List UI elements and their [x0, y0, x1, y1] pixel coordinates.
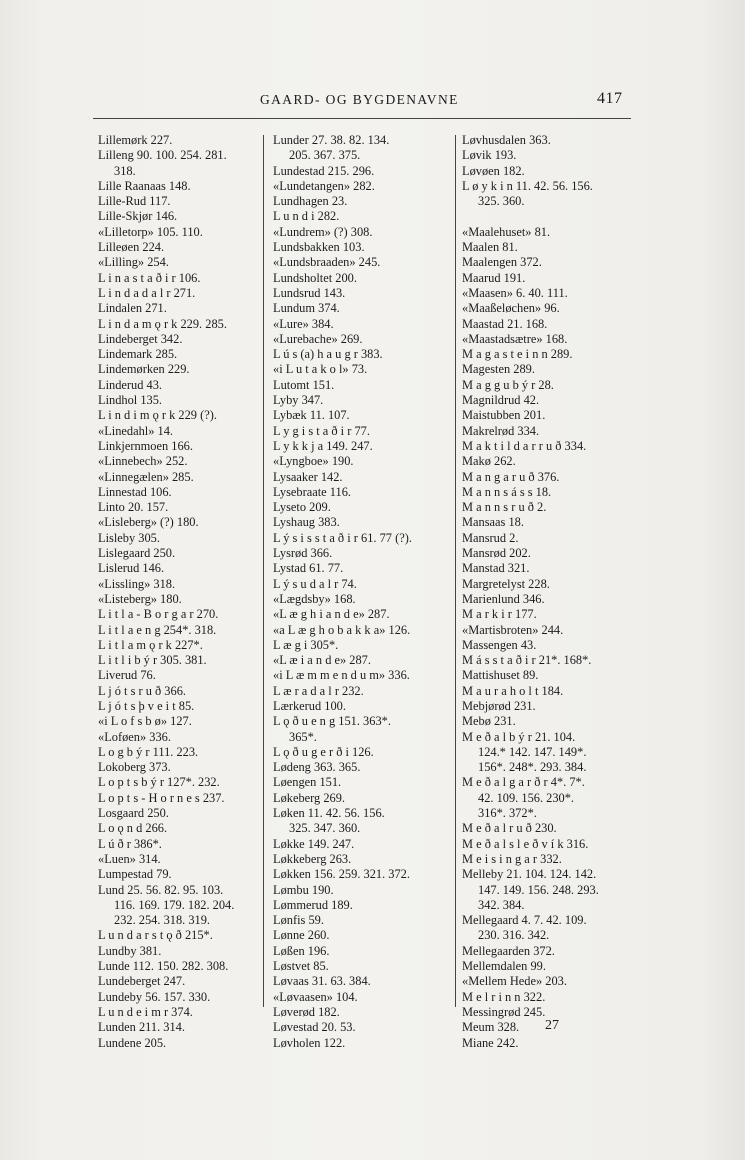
- index-entry: Linderud 43.: [98, 377, 163, 392]
- index-entry: 325. 360.: [478, 194, 525, 209]
- index-entry: 42. 109. 156. 230*.: [478, 790, 575, 805]
- index-entry: Lokoberg 373.: [98, 760, 171, 775]
- header-rule: [93, 118, 631, 119]
- index-entry: 232. 254. 318. 319.: [114, 913, 211, 928]
- index-entry: «i L u t a k o l» 73.: [273, 362, 368, 377]
- index-entry: Løvestad 20. 53.: [273, 1020, 356, 1035]
- index-entry: «Lisleberg» (?) 180.: [98, 515, 199, 530]
- index-entry: M a r k i r 177.: [462, 607, 537, 622]
- index-entry: Løkken 156. 259. 321. 372.: [273, 867, 410, 882]
- index-entry: Lille-Rud 117.: [98, 194, 171, 209]
- index-entry: Margretelyst 228.: [462, 576, 550, 591]
- index-entry: L i t l i b ý r 305. 381.: [98, 653, 207, 668]
- index-entry: 124.* 142. 147. 149*.: [478, 744, 587, 759]
- index-entry: Lisleby 305.: [98, 530, 160, 545]
- index-entry: Lundestad 215. 296.: [273, 163, 375, 178]
- index-entry: Lund 25. 56. 82. 95. 103.: [98, 882, 224, 897]
- index-entry: Lønne 260.: [273, 928, 330, 943]
- index-entry: L u n d a r s t ǫ ð 215*.: [98, 928, 213, 943]
- index-entry: Linnestad 106.: [98, 484, 172, 499]
- index-entry: Liverud 76.: [98, 668, 156, 683]
- index-entry: Maarud 191.: [462, 270, 526, 285]
- index-entry: «Lilletorp» 105. 110.: [98, 224, 203, 239]
- index-entry: «Loføen» 336.: [98, 729, 171, 744]
- index-entry: Lindalen 271.: [98, 301, 167, 316]
- index-entry: Meum 328.: [462, 1020, 520, 1035]
- index-entry: L y k k j a 149. 247.: [273, 438, 373, 453]
- index-entry: 342. 384.: [478, 897, 525, 912]
- index-entry: M a u r a h o l t 184.: [462, 683, 564, 698]
- index-entry: Makø 262.: [462, 454, 516, 469]
- index-entry: M e ð a l r u ð 230.: [462, 821, 557, 836]
- index-entry: Maalen 81.: [462, 240, 518, 255]
- section-gap: [462, 209, 599, 224]
- index-entry: «Lilling» 254.: [98, 255, 169, 270]
- index-entry: M e ð a l b ý r 21. 104.: [462, 729, 576, 744]
- index-entry: L o g b ý r 111. 223.: [98, 744, 199, 759]
- index-entry: Lundhagen 23.: [273, 194, 348, 209]
- index-entry: Lysaaker 142.: [273, 469, 343, 484]
- index-entry: «Linedahl» 14.: [98, 423, 174, 438]
- index-entry: Lumpestad 79.: [98, 867, 172, 882]
- index-entry: Lysrød 366.: [273, 546, 333, 561]
- index-entry: Lilleøen 224.: [98, 240, 165, 255]
- index-entry: Marienlund 346.: [462, 591, 545, 606]
- page-number: 417: [597, 90, 623, 107]
- index-entry: Maalengen 372.: [462, 255, 542, 270]
- index-entry: L æ g i 305*.: [273, 637, 339, 652]
- index-entry: Lunder 27. 38. 82. 134.: [273, 133, 390, 147]
- index-entry: L o p t s b ý r 127*. 232.: [98, 775, 220, 790]
- index-entry: L æ r a d a l r 232.: [273, 683, 364, 698]
- index-entry: Lødeng 363. 365.: [273, 760, 361, 775]
- index-entry: Løvaas 31. 63. 384.: [273, 974, 371, 989]
- index-entry: Lundsholtet 200.: [273, 270, 357, 285]
- index-entry: Mellegaarden 372.: [462, 943, 555, 958]
- index-entry: «Lyngboe» 190.: [273, 454, 354, 469]
- index-entry: Løßen 196.: [273, 943, 330, 958]
- index-entry: M e ð a l s l e ð v í k 316.: [462, 836, 589, 851]
- index-entry: Massengen 43.: [462, 637, 537, 652]
- index-entry: Løkkeberg 263.: [273, 851, 352, 866]
- index-entry: Lybæk 11. 107.: [273, 408, 350, 423]
- index-entry: Lislegaard 250.: [98, 546, 176, 561]
- index-entry: M a g a s t e i n n 289.: [462, 347, 573, 362]
- index-entry: Lindeberget 342.: [98, 331, 183, 346]
- index-entry: Losgaard 250.: [98, 806, 169, 821]
- index-entry: M a n n s r u ð 2.: [462, 500, 547, 515]
- index-entry: L i n d a d a l r 271.: [98, 285, 196, 300]
- page-header: [0, 92, 745, 114]
- index-entry: Lille Raanaas 148.: [98, 178, 191, 193]
- index-entry: Magesten 289.: [462, 362, 535, 377]
- index-entry: Lunde 112. 150. 282. 308.: [98, 959, 229, 974]
- index-entry: Løvhusdalen 363.: [462, 133, 551, 147]
- index-entry: Løvik 193.: [462, 148, 517, 163]
- index-entry: «Mellem Hede» 203.: [462, 974, 567, 989]
- index-entry: L o ǫ n d 266.: [98, 821, 168, 836]
- index-entry: Lysebraate 116.: [273, 484, 351, 499]
- index-entry: 147. 149. 156. 248. 293.: [478, 882, 599, 897]
- index-entry: Lystad 61. 77.: [273, 561, 344, 576]
- signature-mark: 27: [545, 1018, 559, 1033]
- index-entry: Lundeby 56. 157. 330.: [98, 989, 211, 1004]
- index-entry: «Lundetangen» 282.: [273, 178, 375, 193]
- index-entry: 365*.: [289, 729, 317, 744]
- index-entry: L u n d e i m r 374.: [98, 1004, 193, 1019]
- index-entry: Miane 242.: [462, 1035, 519, 1050]
- index-entry: L i n d a m ǫ r k 229. 285.: [98, 316, 227, 331]
- index-entry: «Lundsbraaden» 245.: [273, 255, 381, 270]
- index-entry: Mebø 231.: [462, 714, 516, 729]
- index-entry: L i t l a - B o r g a r 270.: [98, 607, 219, 622]
- index-entry: «Linnegælen» 285.: [98, 469, 194, 484]
- index-entry: Mansrød 202.: [462, 546, 531, 561]
- index-entry: Lyshaug 383.: [273, 515, 340, 530]
- index-entry: Lundsrud 143.: [273, 285, 346, 300]
- index-entry: «Løvaasen» 104.: [273, 989, 358, 1004]
- index-entry: «Maasen» 6. 40. 111.: [462, 285, 568, 300]
- index-entry: Lyby 347.: [273, 393, 324, 408]
- index-entry: Lundsbakken 103.: [273, 240, 365, 255]
- index-entry: Løstvet 85.: [273, 959, 329, 974]
- index-entry: 156*. 248*. 293. 384.: [478, 760, 587, 775]
- index-entry: Lindhol 135.: [98, 393, 163, 408]
- index-entry: «i L æ m m e n d u m» 336.: [273, 668, 410, 683]
- index-entry: Mellemdalen 99.: [462, 959, 546, 974]
- index-entry: L i t l a m ǫ r k 227*.: [98, 637, 203, 652]
- index-entry: Lunden 211. 314.: [98, 1020, 185, 1035]
- index-entry: Mellegaard 4. 7. 42. 109.: [462, 913, 587, 928]
- index-entry: Mattishuset 89.: [462, 668, 539, 683]
- index-entry: Lundene 205.: [98, 1035, 167, 1050]
- index-entry: «Linnebech» 252.: [98, 454, 188, 469]
- index-entry: Lundeberget 247.: [98, 974, 186, 989]
- index-entry: L ý s u d a l r 74.: [273, 576, 357, 591]
- index-entry: M e ð a l g a r ð r 4*. 7*.: [462, 775, 585, 790]
- index-entry: Mansrud 2.: [462, 530, 519, 545]
- index-entry: Lundby 381.: [98, 943, 162, 958]
- index-entry: Løkeberg 269.: [273, 790, 346, 805]
- index-entry: M a n n s á s s 18.: [462, 484, 552, 499]
- column-divider-2: [455, 135, 456, 1007]
- index-entry: L u n d i 282.: [273, 209, 340, 224]
- running-title: GAARD- OG BYGDENAVNE: [260, 92, 459, 107]
- index-entry: Løverød 182.: [273, 1004, 340, 1019]
- index-entry: «Lissling» 318.: [98, 576, 176, 591]
- index-entry: Lindemørken 229.: [98, 362, 190, 377]
- index-entry: L ǫ ð u g e r ð i 126.: [273, 744, 374, 759]
- index-entry: Løken 11. 42. 56. 156.: [273, 806, 385, 821]
- index-entry: L ú s (a) h a u g r 383.: [273, 347, 383, 362]
- index-entry: Løvøen 182.: [462, 163, 525, 178]
- index-entry: «Listeberg» 180.: [98, 591, 182, 606]
- index-column-3: [462, 133, 599, 1051]
- index-entry: «Maalehuset» 81.: [462, 224, 551, 239]
- index-entry: L ǫ ð u e n g 151. 363*.: [273, 714, 391, 729]
- index-entry: «L æ i a n d e» 287.: [273, 653, 371, 668]
- index-entry: «Lundrem» (?) 308.: [273, 224, 373, 239]
- index-entry: Lille-Skjør 146.: [98, 209, 178, 224]
- index-entry: Makrelrød 334.: [462, 423, 540, 438]
- index-entry: Linto 20. 157.: [98, 500, 169, 515]
- index-entry: L j ó t s þ v e i t 85.: [98, 698, 195, 713]
- index-entry: Lilleng 90. 100. 254. 281.: [98, 148, 227, 163]
- index-entry: Messingrød 245.: [462, 1004, 546, 1019]
- index-entry: L i t l a e n g 254*. 318.: [98, 622, 217, 637]
- index-entry: Lønfis 59.: [273, 913, 324, 928]
- index-entry: Lyseto 209.: [273, 500, 331, 515]
- index-entry: L ø y k i n 11. 42. 56. 156.: [462, 178, 593, 193]
- index-entry: «Maastadsætre» 168.: [462, 331, 568, 346]
- index-entry: L i n d i m ǫ r k 229 (?).: [98, 408, 217, 423]
- index-entry: M e l r i n n 322.: [462, 989, 546, 1004]
- index-entry: Løkke 149. 247.: [273, 836, 355, 851]
- index-entry: M a n g a r u ð 376.: [462, 469, 560, 484]
- index-entry: M á s s t a ð i r 21*. 168*.: [462, 653, 592, 668]
- index-entry: Lindemark 285.: [98, 347, 178, 362]
- index-entry: L ú ð r 386*.: [98, 836, 162, 851]
- index-entry: «Martisbroten» 244.: [462, 622, 564, 637]
- index-entry: L ý s i s s t a ð i r 61. 77 (?).: [273, 530, 412, 545]
- index-column-2: [273, 133, 412, 1051]
- index-entry: «i L o f s b ø» 127.: [98, 714, 192, 729]
- index-entry: L j ó t s r u ð 366.: [98, 683, 186, 698]
- index-entry: Mebjørød 231.: [462, 698, 536, 713]
- column-divider-1: [263, 135, 264, 1007]
- index-entry: «a L æ g h o b a k k a» 126.: [273, 622, 411, 637]
- index-entry: Løvholen 122.: [273, 1035, 346, 1050]
- index-entry: 116. 169. 179. 182. 204.: [114, 897, 235, 912]
- index-entry: Lærkerud 100.: [273, 698, 346, 713]
- index-entry: Magnildrud 42.: [462, 393, 540, 408]
- index-entry: «Lægdsby» 168.: [273, 591, 356, 606]
- index-entry: «Lurebache» 269.: [273, 331, 363, 346]
- index-entry: Manstad 321.: [462, 561, 530, 576]
- index-entry: «L æ g h i a n d e» 287.: [273, 607, 390, 622]
- index-entry: 230. 316. 342.: [478, 928, 550, 943]
- index-entry: L o p t s - H o r n e s 237.: [98, 790, 225, 805]
- index-entry: 316*. 372*.: [478, 806, 537, 821]
- index-entry: 325. 347. 360.: [289, 821, 361, 836]
- index-entry: M a k t i l d a r r u ð 334.: [462, 438, 587, 453]
- index-entry: L i n a s t a ð i r 106.: [98, 270, 201, 285]
- index-entry: Melleby 21. 104. 124. 142.: [462, 867, 597, 882]
- index-entry: M a g g u b ý r 28.: [462, 377, 554, 392]
- index-entry: Lutomt 151.: [273, 377, 335, 392]
- index-entry: Mansaas 18.: [462, 515, 524, 530]
- index-entry: Maistubben 201.: [462, 408, 546, 423]
- index-column-1: [98, 133, 234, 1051]
- index-entry: M e i s i n g a r 332.: [462, 851, 562, 866]
- index-entry: Linkjernmoen 166.: [98, 438, 193, 453]
- index-entry: «Lure» 384.: [273, 316, 334, 331]
- index-entry: Lundum 374.: [273, 301, 340, 316]
- index-entry: Løengen 151.: [273, 775, 342, 790]
- index-entry: Lømbu 190.: [273, 882, 334, 897]
- index-entry: «Maaßeløchen» 96.: [462, 301, 560, 316]
- index-entry: Lislerud 146.: [98, 561, 165, 576]
- index-entry: 318.: [114, 163, 136, 178]
- index-entry: L y g i s t a ð i r 77.: [273, 423, 370, 438]
- index-entry: Lillemørk 227.: [98, 133, 173, 147]
- index-entry: Lømmerud 189.: [273, 897, 353, 912]
- index-entry: 205. 367. 375.: [289, 148, 361, 163]
- index-entry: Maastad 21. 168.: [462, 316, 548, 331]
- index-entry: «Luen» 314.: [98, 851, 161, 866]
